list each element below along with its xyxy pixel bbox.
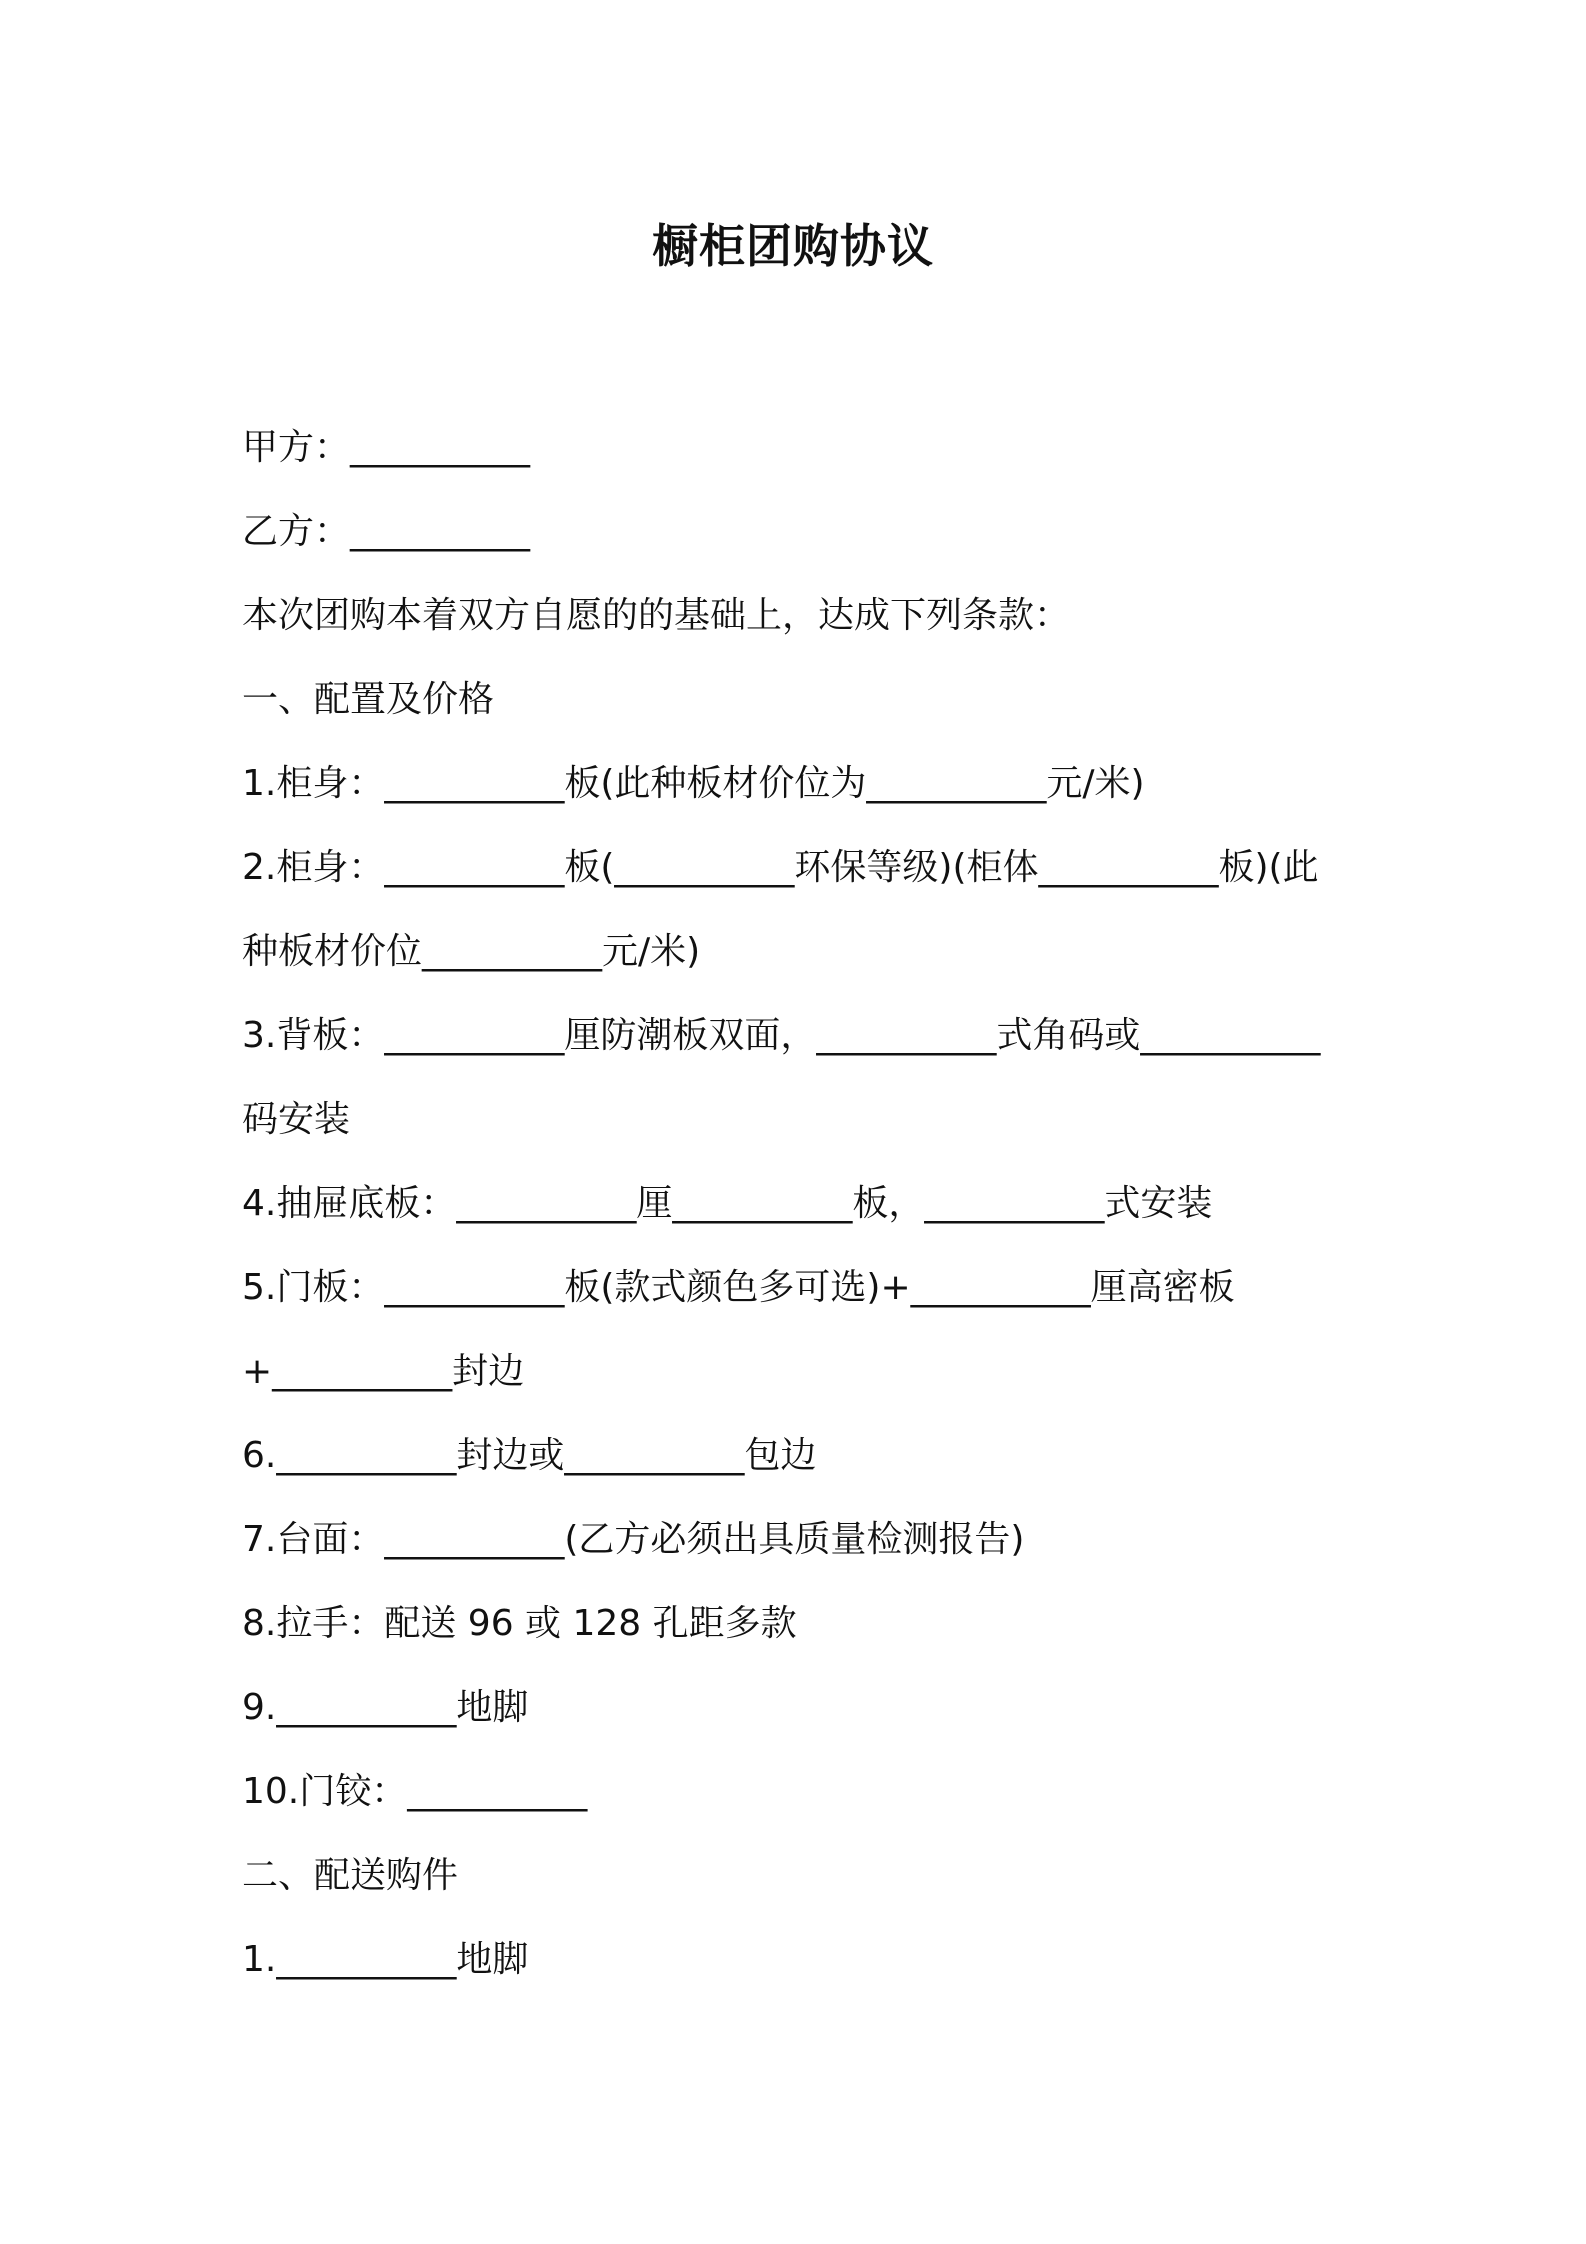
clause-9-feet: 9.__________地脚 xyxy=(242,1687,529,1728)
intro-paragraph: 本次团购本着双方自愿的的基础上，达成下列条款： xyxy=(242,595,1071,636)
clause-10-hinges: 10.门铰：__________ xyxy=(242,1771,588,1812)
clause-3-back-panel: 3.背板：__________厘防潮板双面，__________式角码或__________ xyxy=(242,1015,1321,1056)
clause-5-door-panel-continued: +__________封边 xyxy=(242,1351,525,1392)
clause-6-edge-banding: 6.__________封边或__________包边 xyxy=(242,1435,817,1476)
clause-5-door-panel: 5.门板：__________板(款式颜色多可选)+__________厘高密板 xyxy=(242,1267,1235,1308)
clause-7-countertop: 7.台面：__________(乙方必须出具质量检测报告) xyxy=(242,1519,1025,1560)
section-heading-delivery-parts: 二、配送购件 xyxy=(242,1855,459,1896)
clause-3-back-panel-continued: 码安装 xyxy=(242,1099,351,1140)
party-b-line: 乙方：__________ xyxy=(242,511,531,552)
clause-2-cabinet-body: 2.柜身：__________板(__________环保等级)(柜体__________板)(此 xyxy=(242,847,1319,888)
clause-8-handles: 8.拉手：配送 96 或 128 孔距多款 xyxy=(242,1603,797,1644)
document-body xyxy=(242,406,1362,2002)
clause-2-cabinet-body-continued: 种板材价位__________元/米) xyxy=(242,931,701,972)
clause-1-cabinet-body: 1.柜身：__________板(此种板材价位为__________元/米) xyxy=(242,763,1145,804)
section-heading-config-price: 一、配置及价格 xyxy=(242,679,495,720)
clause-4-drawer-bottom: 4.抽屉底板：__________厘__________板，__________式安装 xyxy=(242,1183,1213,1224)
delivery-clause-1-feet: 1.__________地脚 xyxy=(242,1939,529,1980)
document-title: 橱柜团购协议 xyxy=(652,219,934,273)
party-a-line: 甲方：__________ xyxy=(242,427,531,468)
